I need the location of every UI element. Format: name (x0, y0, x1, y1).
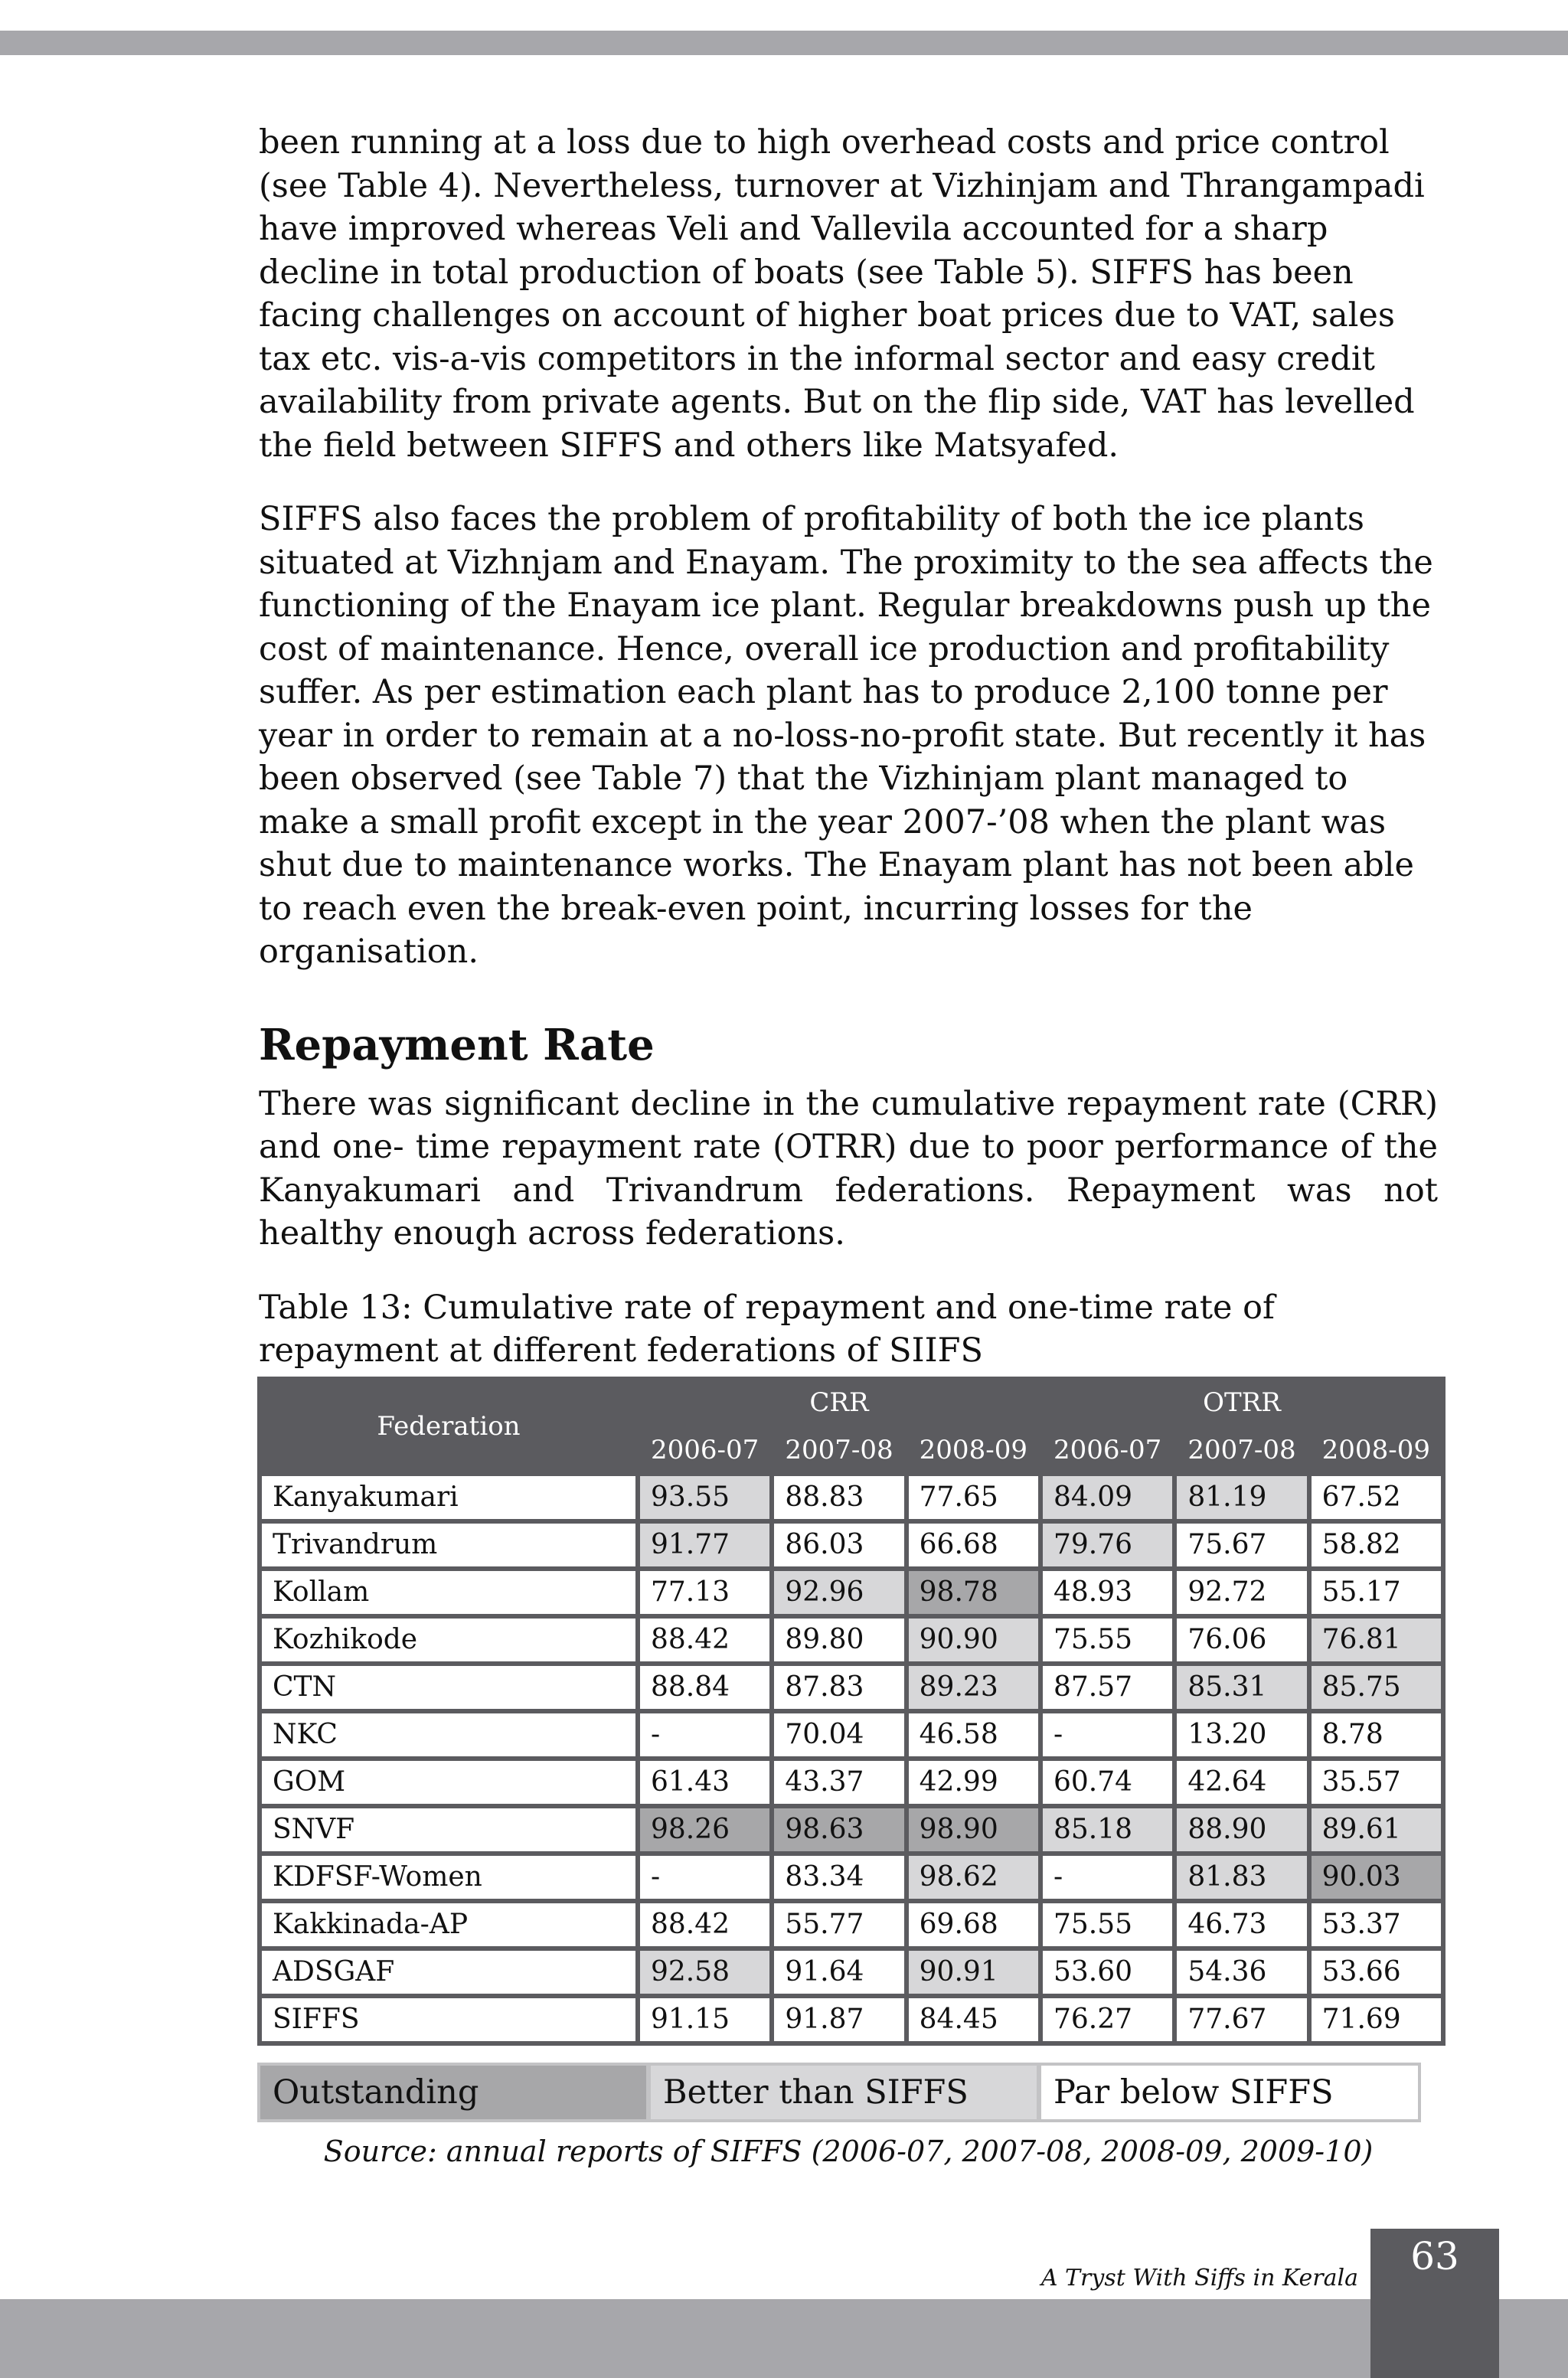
value-cell: 43.37 (774, 1761, 903, 1804)
shading-legend (257, 2063, 1421, 2122)
federation-name: SNVF (262, 1808, 635, 1851)
footer-band (0, 2299, 1568, 2378)
value-cell: 91.64 (774, 1951, 903, 1994)
value-cell: 98.63 (774, 1808, 903, 1851)
value-cell: - (1043, 1713, 1172, 1756)
source-note: Source: annual reports of SIFFS (2006-07, 2007-08, 2008-09, 2009-10) (323, 2134, 1374, 2168)
value-cell: 76.06 (1177, 1619, 1306, 1661)
value-cell: 60.74 (1043, 1761, 1172, 1804)
value-cell: 55.77 (774, 1903, 903, 1946)
paragraph-repayment-rate: There was significant decline in the cumulative repayment rate (CRR) and one- time repayment rate (OTRR) due to poor performance of the Kanyakumari and Trivandrum federations. Repayment was not healthy enough across federations. (259, 1084, 1438, 1253)
table-body (262, 1476, 1441, 2041)
value-cell: 83.34 (774, 1856, 903, 1899)
value-cell: 70.04 (774, 1713, 903, 1756)
value-cell: 55.17 (1312, 1571, 1441, 1614)
value-cell: 35.57 (1312, 1761, 1441, 1804)
value-cell: 98.26 (640, 1808, 769, 1851)
value-cell: 54.36 (1177, 1951, 1306, 1994)
value-cell: 58.82 (1312, 1524, 1441, 1566)
legend-par-below-siffs: Par below SIFFS (1041, 2066, 1418, 2119)
federation-name: Trivandrum (262, 1524, 635, 1566)
value-cell: 81.19 (1177, 1476, 1306, 1519)
top-decorative-bar (0, 31, 1568, 55)
value-cell: 88.83 (774, 1476, 903, 1519)
table-caption: Table 13: Cumulative rate of repayment and one-time rate of repayment at different federations of SIIFS (259, 1288, 1275, 1370)
value-cell: 53.37 (1312, 1903, 1441, 1946)
value-cell: 90.90 (909, 1619, 1038, 1661)
value-cell: 13.20 (1177, 1713, 1306, 1756)
federation-name: Kanyakumari (262, 1476, 635, 1519)
value-cell: 98.90 (909, 1808, 1038, 1851)
section-heading-repayment-rate: Repayment Rate (259, 1019, 655, 1070)
value-cell: 67.52 (1312, 1476, 1441, 1519)
value-cell: 92.58 (640, 1951, 769, 1994)
value-cell: 75.67 (1177, 1524, 1306, 1566)
value-cell: 75.55 (1043, 1903, 1172, 1946)
header-year: 2007-08 (1187, 1434, 1296, 1465)
federation-name: CTN (262, 1666, 635, 1709)
federation-name: Kozhikode (262, 1619, 635, 1661)
table-row (262, 1761, 1441, 1804)
legend-outstanding: Outstanding (260, 2066, 646, 2119)
value-cell: 53.60 (1043, 1951, 1172, 1994)
paragraph-ice-plants: SIFFS also faces the problem of profitability of both the ice plants situated at Vizhnjam and Enayam. The proximity to the sea affects the functioning of the Enayam ice plant. Regular breakdowns push up the cost of maintenance. Hence, overall ice production and profitability suffer. As per estimation each plant has to produce 2,100 tonne per year in order to remain at a no-loss-no-profit state. But recently it has been observed (see Table 7) that the Vizhinjam plant managed to make a small profit except in the year 2007-’08 when the plant was shut due to maintenance works. The Enayam plant has not been able to reach even the break-even point, incurring losses for the organisation. (259, 500, 1433, 971)
table-row (262, 1951, 1441, 1994)
value-cell: 53.66 (1312, 1951, 1441, 1994)
value-cell: 85.75 (1312, 1666, 1441, 1709)
federation-name: Kollam (262, 1571, 635, 1614)
value-cell: 88.90 (1177, 1808, 1306, 1851)
page-number: 63 (1410, 2234, 1459, 2278)
table-row (262, 1856, 1441, 1899)
value-cell: 79.76 (1043, 1524, 1172, 1566)
value-cell: 87.57 (1043, 1666, 1172, 1709)
value-cell: 42.99 (909, 1761, 1038, 1804)
header-year: 2006-07 (1054, 1434, 1162, 1465)
value-cell: 91.77 (640, 1524, 769, 1566)
value-cell: 87.83 (774, 1666, 903, 1709)
value-cell: 98.78 (909, 1571, 1038, 1614)
federation-name: Kakkinada-AP (262, 1903, 635, 1946)
value-cell: 86.03 (774, 1524, 903, 1566)
header-federation: Federation (377, 1410, 521, 1442)
value-cell: 92.72 (1177, 1571, 1306, 1614)
value-cell: 98.62 (909, 1856, 1038, 1899)
value-cell: 48.93 (1043, 1571, 1172, 1614)
header-otrr: OTRR (1203, 1387, 1281, 1418)
value-cell: 77.65 (909, 1476, 1038, 1519)
value-cell: 92.96 (774, 1571, 903, 1614)
table-row (262, 1903, 1441, 1946)
value-cell: 77.13 (640, 1571, 769, 1614)
value-cell: 46.73 (1177, 1903, 1306, 1946)
repayment-table (257, 1377, 1446, 2046)
value-cell: 91.87 (774, 1998, 903, 2041)
federation-name: KDFSF-Women (262, 1856, 635, 1899)
table-row (262, 1476, 1441, 1519)
value-cell: 85.31 (1177, 1666, 1306, 1709)
table-row (262, 1713, 1441, 1756)
value-cell: 90.91 (909, 1951, 1038, 1994)
table-row (262, 1998, 1441, 2041)
value-cell: 93.55 (640, 1476, 769, 1519)
header-year: 2006-07 (651, 1434, 760, 1465)
value-cell: 88.42 (640, 1903, 769, 1946)
value-cell: 84.45 (909, 1998, 1038, 2041)
paragraph-boat-production: been running at a loss due to high overhead costs and price control (see Table 4). Nevertheless, turnover at Vizhinjam and Thrangampadi have improved whereas Veli and Vallevila accounted for a sharp decline in total production of boats (see Table 5). SIFFS has been facing challenges on account of higher boat prices due to VAT, sales tax etc. vis-a-vis competitors in the informal sector and easy credit availability from private agents. But on the flip side, VAT has levelled the field between SIFFS and others like Matsyafed. (259, 123, 1425, 465)
value-cell: 77.67 (1177, 1998, 1306, 2041)
table-row (262, 1666, 1441, 1709)
table-row (262, 1571, 1441, 1614)
value-cell: 8.78 (1312, 1713, 1441, 1756)
federation-name: SIFFS (262, 1998, 635, 2041)
federation-name: NKC (262, 1713, 635, 1756)
value-cell: 89.80 (774, 1619, 903, 1661)
header-year: 2008-09 (1321, 1434, 1430, 1465)
value-cell: 75.55 (1043, 1619, 1172, 1661)
table-row (262, 1808, 1441, 1851)
table-row (262, 1524, 1441, 1566)
table-row (262, 1619, 1441, 1661)
header-crr: CRR (809, 1387, 869, 1418)
value-cell: - (1043, 1856, 1172, 1899)
value-cell: 88.42 (640, 1619, 769, 1661)
federation-name: ADSGAF (262, 1951, 635, 1994)
value-cell: 85.18 (1043, 1808, 1172, 1851)
running-footer-title: A Tryst With Siffs in Kerala (1040, 2265, 1358, 2291)
value-cell: 81.83 (1177, 1856, 1306, 1899)
value-cell: 42.64 (1177, 1761, 1306, 1804)
header-year: 2007-08 (785, 1434, 893, 1465)
value-cell: 89.23 (909, 1666, 1038, 1709)
federation-name: GOM (262, 1761, 635, 1804)
value-cell: - (640, 1856, 769, 1899)
value-cell: 46.58 (909, 1713, 1038, 1756)
header-year: 2008-09 (919, 1434, 1027, 1465)
value-cell: 91.15 (640, 1998, 769, 2041)
value-cell: 84.09 (1043, 1476, 1172, 1519)
value-cell: 89.61 (1312, 1808, 1441, 1851)
value-cell: 66.68 (909, 1524, 1038, 1566)
value-cell: 88.84 (640, 1666, 769, 1709)
value-cell: - (640, 1713, 769, 1756)
legend-better-than-siffs: Better than SIFFS (651, 2066, 1037, 2119)
value-cell: 90.03 (1312, 1856, 1441, 1899)
value-cell: 61.43 (640, 1761, 769, 1804)
value-cell: 71.69 (1312, 1998, 1441, 2041)
value-cell: 76.81 (1312, 1619, 1441, 1661)
value-cell: 76.27 (1043, 1998, 1172, 2041)
page-content (259, 121, 1438, 2168)
value-cell: 69.68 (909, 1903, 1038, 1946)
